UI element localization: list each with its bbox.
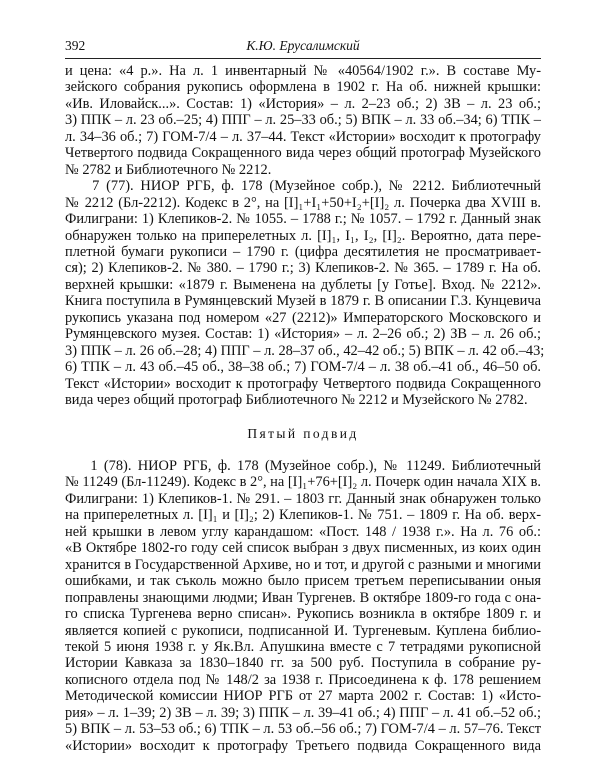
- text-line: зейского собрания рукопись оформлена в 1902 г. На об. нижней крышки:: [65, 79, 541, 96]
- page-body: [65, 63, 545, 754]
- text-line: 5) ВПК – л. 53–53 об.; 6) ТПК – л. 53 об.–56 об.; 7) ГОМ-7/4 – л. 57–76. Текст: [65, 721, 541, 738]
- text-line: № 2212 (Бл-2212). Кодекс в 2°, на [I]₁+I₁+50+I₂+[I]₂ л. Почерка два XVIII в.: [65, 194, 541, 211]
- text-line: обнаружен только на приперелетных л. [I]₁, I₁, I₂, [I]₂. Вероятно, дата пере-: [65, 227, 541, 244]
- text-line: «В Октябре 1802-го году сей список выбран з двух писменных, из коих один: [65, 540, 541, 557]
- text-line: Четвертого подвида Сокращенного вида через общий протограф Музейского: [65, 145, 541, 162]
- text-line: плетной бумаги рукописи – 1790 г. (цифра десятилетия не просматривает-: [65, 243, 541, 260]
- text-line: ней крышки в левом углу карандашом: «Пост. 148 / 1938 г.». На л. 76 об.:: [65, 523, 541, 540]
- text-line: и цена: «4 р.». На л. 1 инвентарный № «40564/1902 г.». В составе Му-: [65, 63, 541, 79]
- text-line: 3) ППК – л. 26 об.–28; 4) ППГ – л. 28–37 об., 42–42 об.; 5) ВПК – л. 42 об.–43;: [65, 342, 545, 359]
- text-line: № 11249 (Бл-11249). Кодекс в 2°, на [I]₁+76+[I]₂ л. Почерк один начала XIX в.: [65, 474, 541, 491]
- text-line: хранится в Государственной Архиве, но и тот, и другой с разными и многими: [65, 556, 541, 573]
- paragraph: [65, 178, 545, 409]
- text-line: текой 5 июня 1938 г. у Як.Вл. Апушкина вместе с 7 тетрадями рукописной: [65, 638, 541, 655]
- text-line: Методической комиссии НИОР РГБ от 27 марта 2002 г. Состав: 1) «Исто-: [65, 688, 541, 705]
- text-line: № 2782 и Библиотечного № 2212.: [65, 161, 272, 178]
- text-line: вида через общий протограф Библиотечного № 2212 и Музейского № 2782.: [65, 392, 528, 409]
- paragraphs-after: [65, 458, 541, 754]
- page-number: 392: [65, 38, 86, 53]
- paragraphs-before: [65, 63, 545, 409]
- text-line: 1 (78). НИОР РГБ, ф. 178 (Музейное собр.), № 11249. Библиотечный: [65, 457, 541, 474]
- text-line: рия» – л. 1–39; 2) ЗВ – л. 39; 3) ППК – л. 39–41 об.; 4) ППГ – л. 41 об.–52 об.;: [65, 704, 541, 721]
- text-line: на приперелетных л. [I]₁ и [I]₂; 2) Клепиков-1. № 751. – 1809 г. На об. верх-: [65, 507, 541, 524]
- text-line: поправлены знающими людми; Иван Тургенев. В октябре 1809-го года с она-: [65, 589, 541, 606]
- text-line: 3) ППК – л. 23 об.–25; 4) ППГ – л. 25–33 об.; 5) ВПК – л. 33 об.–34; 6) ТПК –: [65, 112, 541, 129]
- text-line: Филиграни: 1) Клепиков-1. № 291. – 1803 гг. Данный знак обнаружен только: [65, 490, 541, 507]
- text-line: верхней крышки: «1879 г. Выменена на дублеты [у Готье]. Вход. № 2212».: [65, 276, 541, 293]
- paragraph: [65, 63, 541, 178]
- running-author: К.Ю. Ерусалимский: [246, 38, 360, 53]
- text-line: Истории Кавказа за 1830–1840 гг. за 500 руб. Поступила в собрание ру-: [65, 655, 541, 672]
- text-line: го списка Тургенева верно списан». Рукопись возникла в октябре 1809 г. и: [65, 606, 541, 623]
- text-line: л. 34–36 об.; 7) ГОМ-7/4 – л. 37–44. Текст «Истории» восходит к протографу: [65, 128, 541, 145]
- text-line: Текст «Истории» восходит к протографу Четвертого подвида Сокращенного: [65, 375, 541, 392]
- section-heading: Пятый подвид: [247, 425, 359, 441]
- running-header: [65, 38, 541, 56]
- text-line: 7 (77). НИОР РГБ, ф. 178 (Музейное собр.), № 2212. Библиотечный: [65, 178, 541, 195]
- text-line: рукопись указана под номером «27 (2212)» Императорского Московского и: [65, 309, 541, 326]
- text-line: Книга поступила в Румянцевский Музей в 1879 г. В описании Г.З. Кунцевича: [65, 293, 541, 310]
- text-line: является копией с рукописи, подписанной И. Тургеневым. Куплена библио-: [65, 622, 541, 639]
- text-line: ся); 2) Клепиков-2. № 380. – 1790 г.; 3) Клепиков-2. № 365. – 1789 г. На об.: [65, 260, 541, 277]
- header-rule: [65, 58, 541, 59]
- text-line: 6) ТПК – л. 43 об.–45 об., 38–38 об.; 7) ГОМ-7/4 – л. 38 об.–41 об., 46–50 об.: [65, 359, 541, 376]
- text-line: Филиграни: 1) Клепиков-2. № 1055. – 1788 г.; № 1057. – 1792 г. Данный знак: [65, 211, 541, 228]
- text-line: «Истории» восходит к протографу Третьего подвида Сокращенного вида: [65, 737, 541, 754]
- text-line: ошибками, и так съколь можно было присем третъем переписывании оныя: [65, 573, 541, 590]
- text-line: кописного отдела под № 148/2 за 1938 г. Присоединена к ф. 178 решением: [65, 671, 541, 688]
- paragraph: [65, 458, 541, 754]
- text-line: «Ив. Иловайск...». Состав: 1) «История» – л. 2–23 об.; 2) ЗВ – л. 23 об.;: [65, 95, 541, 112]
- text-line: Румянцевского музея. Состав: 1) «История» – л. 2–26 об.; 2) ЗВ – л. 26 об.;: [65, 326, 541, 343]
